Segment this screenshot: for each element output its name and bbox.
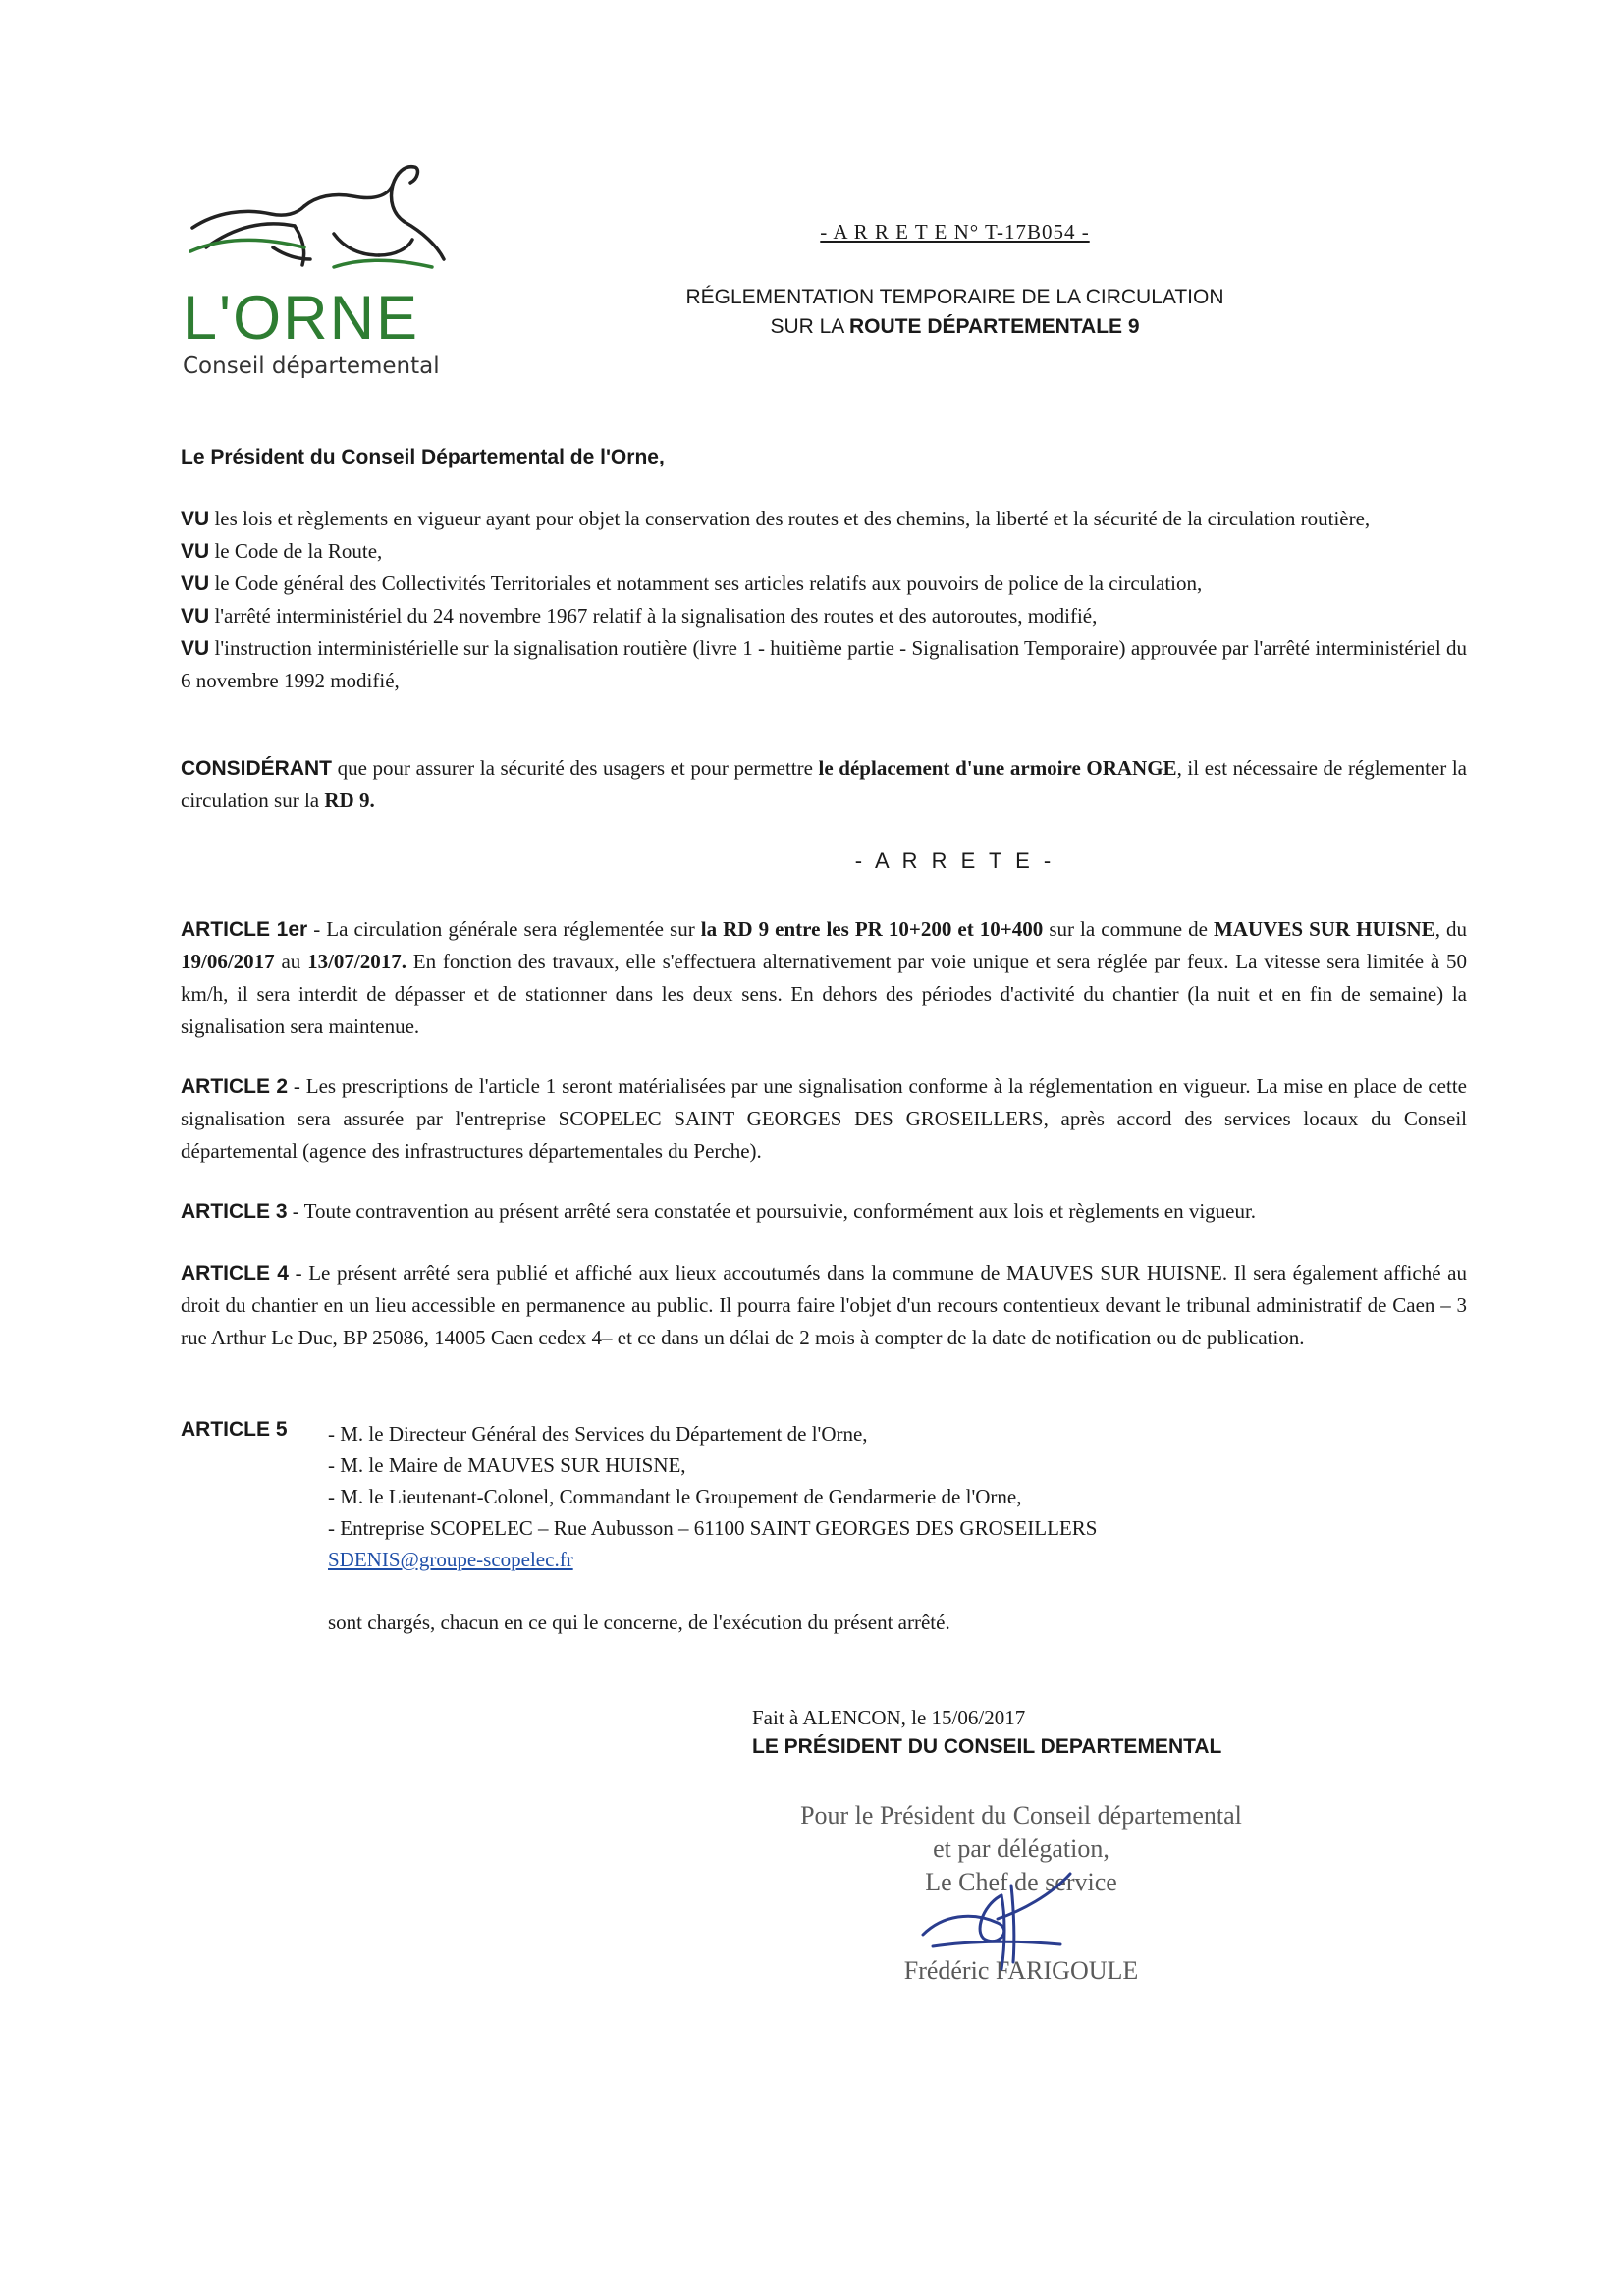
stamp-line: et par délégation, bbox=[933, 1834, 1109, 1863]
article-4: ARTICLE 4 - Le présent arrêté sera publié et affiché aux lieux accoutumés dans la commune de MAUVES SUR HUISNE. Il sera également affiché au droit du chantier en un lieu accessible en permanence au public. Il pourra faire l'objet d'un recours contentieux devant le tribunal administratif de Caen – 3 rue Arthur Le Duc, BP 25086, 14005 Caen cedex 4– et ce dans un délai de 2 mois à compter de la date de notification ou de publication. bbox=[181, 1261, 1467, 1349]
regulation-title-line1: RÉGLEMENTATION TEMPORAIRE DE LA CIRCULATION bbox=[685, 286, 1224, 308]
article-2: ARTICLE 2 - Les prescriptions de l'article 1 seront matérialisées par une signalisation conforme à la réglementation en vigueur. La mise en place de cette signalisation sera assurée par l'entreprise SCOPELEC SAINT GEORGES DES GROSEILLERS, après accord des services locaux du Conseil départemental (agence des infrastructures départementales du Perche). bbox=[181, 1074, 1467, 1163]
vu-item: VU le Code général des Collectivités Territoriales et notamment ses articles relatifs aux pouvoirs de police de la circulation, bbox=[181, 572, 1203, 595]
vu-list bbox=[181, 503, 1467, 697]
stamp-line: Pour le Président du Conseil départemental bbox=[800, 1801, 1242, 1830]
recipient-item: - M. le Maire de MAUVES SUR HUISNE, bbox=[328, 1453, 686, 1477]
article-1: ARTICLE 1er - La circulation générale sera réglementée sur la RD 9 entre les PR 10+200 et 10+400 sur la commune de MAUVES SUR HUISNE, du 19/06/2017 au 13/07/2017. En fonction des travaux, elle s'effectuera alternativement par voie unique et sera réglée par feux. La vitesse sera limitée à 50 km/h, il sera interdit de dépasser et de stationner dans les deux sens. En dehors des périodes d'activité du chantier (la nuit et en fin de semaine) la signalisation sera maintenue. bbox=[181, 917, 1468, 1038]
horse-logo-icon bbox=[187, 157, 452, 285]
place-date: Fait à ALENCON, le 15/06/2017 bbox=[752, 1706, 1026, 1729]
recipient-item: - Entreprise SCOPELEC – Rue Aubusson – 61100 SAINT GEORGES DES GROSEILLERS bbox=[328, 1516, 1098, 1540]
considerant-paragraph: CONSIDÉRANT que pour assurer la sécurité des usagers et pour permettre le déplacement d'une armoire ORANGE, il est nécessaire de réglementer la circulation sur la RD 9. bbox=[181, 756, 1467, 812]
stamp-line: Le Chef de service bbox=[925, 1868, 1117, 1896]
vu-item: VU le Code de la Route, bbox=[181, 539, 383, 563]
email-link[interactable]: SDENIS@groupe-scopelec.fr bbox=[328, 1548, 573, 1571]
article-3: ARTICLE 3 - Toute contravention au présent arrêté sera constatée et poursuivie, conformément aux lois et règlements en vigueur. bbox=[181, 1199, 1257, 1223]
signature-block bbox=[752, 1703, 1221, 1762]
vu-item: VU l'instruction interministérielle sur la signalisation routière (livre 1 - huitième partie - Signalisation Temporaire) approuvée par l'arrêté interministériel du 6 novembre 1992 modifié, bbox=[181, 636, 1467, 692]
stamp-name: Frédéric FARIGOULE bbox=[903, 1956, 1139, 1985]
signatory-title: LE PRÉSIDENT DU CONSEIL DEPARTEMENTAL bbox=[752, 1735, 1222, 1758]
orne-logo bbox=[177, 157, 461, 383]
vu-item: VU les lois et règlements en vigueur ayant pour objet la conservation des routes et des chemins, la liberté et la sécurité de la circulation routière, bbox=[181, 507, 1371, 530]
closing-statement: sont chargés, chacun en ce qui le concerne, de l'exécution du présent arrêté. bbox=[328, 1611, 950, 1634]
regulation-title-line2: SUR LA ROUTE DÉPARTEMENTALE 9 bbox=[770, 315, 1140, 338]
president-heading: Le Président du Conseil Départemental de l'Orne, bbox=[181, 446, 665, 468]
article-5-recipients bbox=[328, 1418, 1310, 1575]
logo-name: L'ORNE bbox=[183, 284, 420, 353]
handwritten-signature bbox=[903, 1846, 1100, 1984]
arrete-title: - A R R E T E - bbox=[854, 848, 1055, 873]
logo-subtitle: Conseil départemental bbox=[183, 354, 440, 379]
arrete-number: - A R R E T E N° T-17B054 - bbox=[820, 220, 1090, 244]
article-5-label: ARTICLE 5 bbox=[181, 1418, 288, 1441]
vu-item: VU l'arrêté interministériel du 24 novembre 1967 relatif à la signalisation des routes et des autoroutes, modifié, bbox=[181, 604, 1098, 628]
recipient-item: - M. le Lieutenant-Colonel, Commandant le Groupement de Gendarmerie de l'Orne, bbox=[328, 1485, 1022, 1508]
recipient-item: - M. le Directeur Général des Services du Département de l'Orne, bbox=[328, 1422, 868, 1446]
